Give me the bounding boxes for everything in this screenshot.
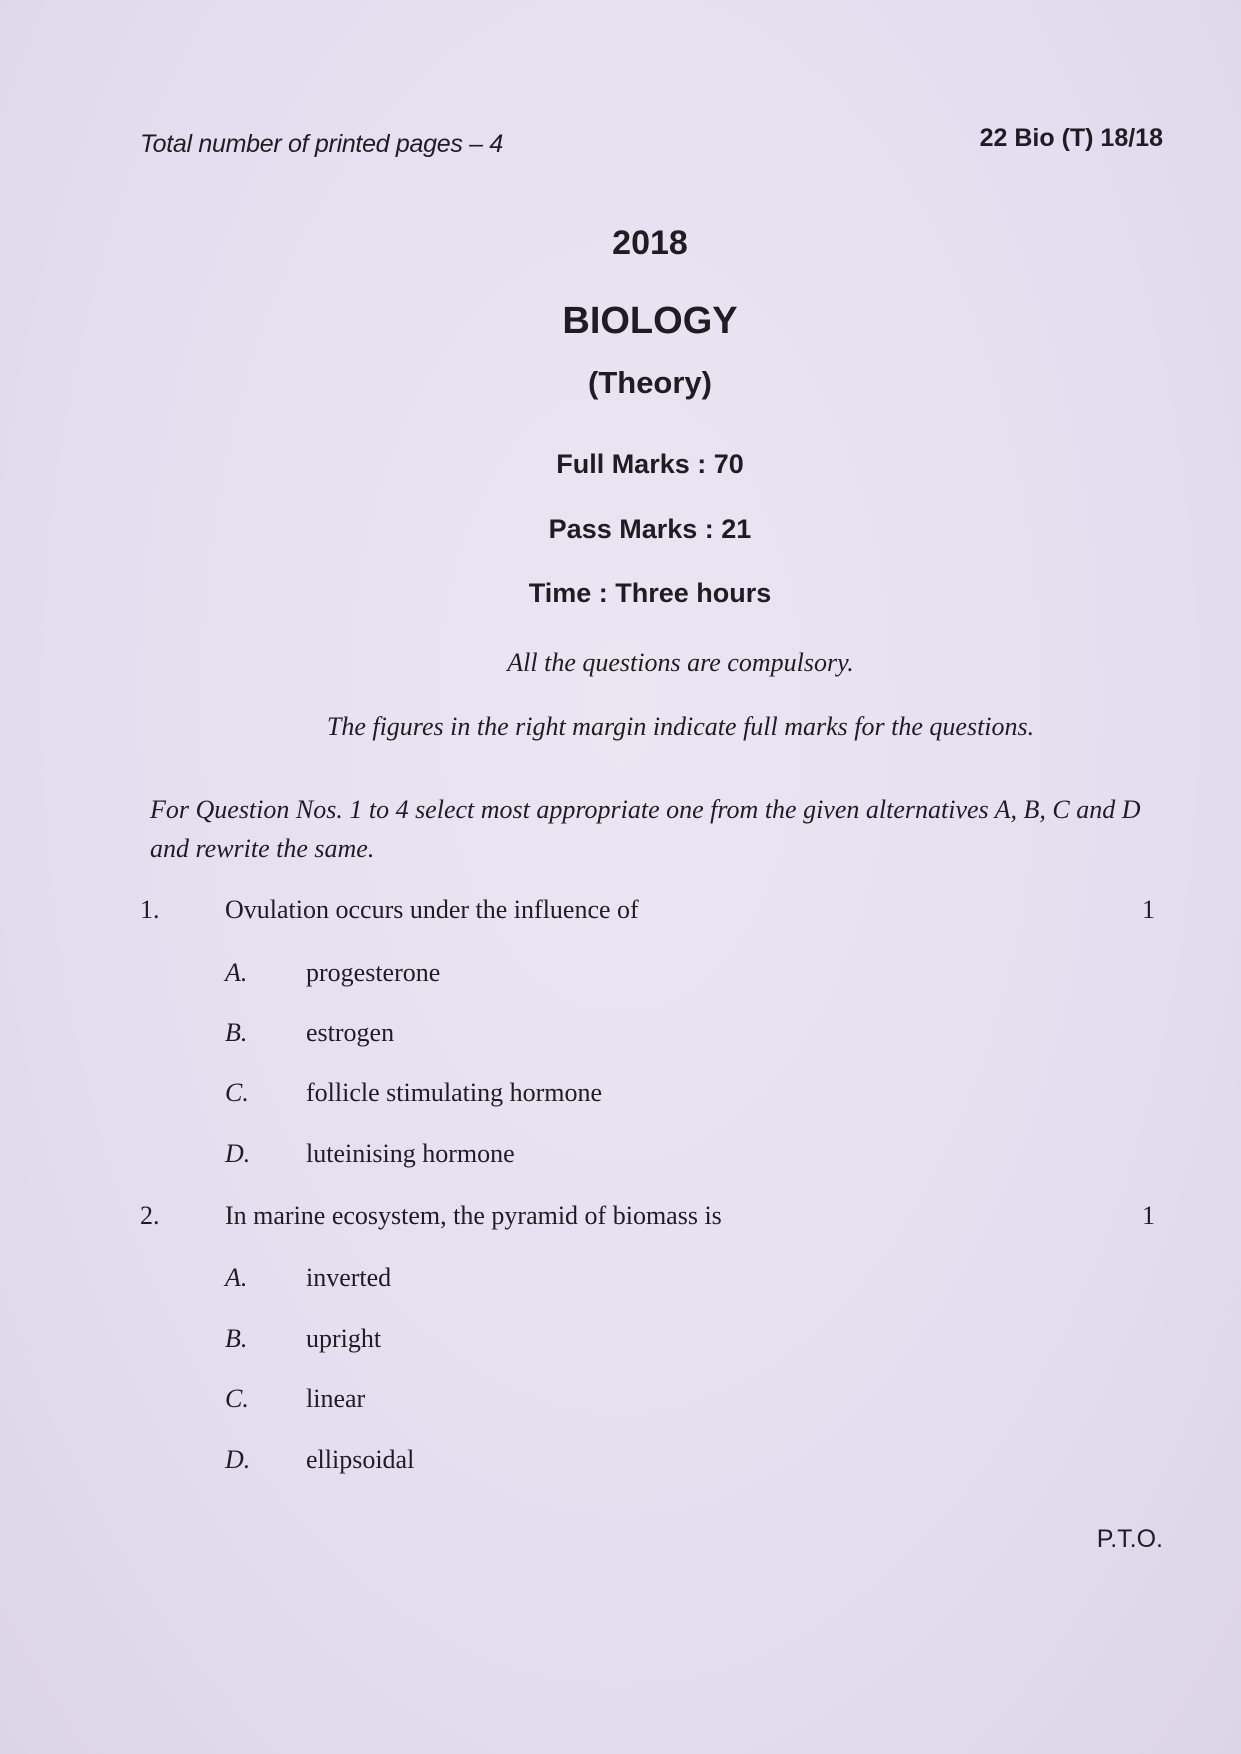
pto-label: P.T.O. bbox=[1096, 1525, 1163, 1553]
option-letter: D. bbox=[225, 1139, 251, 1168]
section-instruction: For Question Nos. 1 to 4 select most appropriate one from the given alternatives A, B, C and D and rewrite the same. bbox=[150, 795, 1141, 863]
question-marks: 1 bbox=[1142, 1201, 1155, 1230]
option-letter: B. bbox=[225, 1324, 248, 1353]
question-text: In marine ecosystem, the pyramid of biomass is bbox=[225, 1201, 722, 1230]
option-letter: D. bbox=[225, 1445, 251, 1474]
option-letter: A. bbox=[225, 1263, 248, 1292]
option-text: luteinising hormone bbox=[306, 1139, 515, 1168]
option-text: inverted bbox=[306, 1263, 392, 1292]
option-letter: B. bbox=[225, 1018, 248, 1047]
question-text: Ovulation occurs under the influence of bbox=[225, 895, 639, 924]
option-text: linear bbox=[306, 1384, 366, 1413]
option-letter: C. bbox=[225, 1078, 249, 1107]
time-allowed: Time : Three hours bbox=[528, 578, 772, 608]
option-text: progesterone bbox=[306, 958, 441, 987]
paper-type: (Theory) bbox=[588, 365, 712, 400]
question-number: 2. bbox=[140, 1201, 160, 1230]
margin-note: The figures in the right margin indicate full marks for the questions. bbox=[326, 712, 1035, 741]
printed-pages-note: Total number of printed pages – 4 bbox=[140, 130, 504, 158]
question-marks: 1 bbox=[1142, 895, 1155, 924]
option-letter: A. bbox=[225, 958, 248, 987]
option-text: follicle stimulating hormone bbox=[306, 1078, 603, 1107]
full-marks: Full Marks : 70 bbox=[556, 449, 744, 479]
paper-code: 22 Bio (T) 18/18 bbox=[979, 124, 1163, 152]
exam-year: 2018 bbox=[612, 224, 688, 262]
option-letter: C. bbox=[225, 1384, 249, 1413]
pass-marks: Pass Marks : 21 bbox=[548, 514, 752, 544]
option-text: ellipsoidal bbox=[306, 1445, 415, 1474]
option-text: upright bbox=[306, 1324, 382, 1353]
subject-title: BIOLOGY bbox=[562, 300, 738, 342]
compulsory-note: All the questions are compulsory. bbox=[507, 648, 854, 677]
question-number: 1. bbox=[140, 895, 160, 924]
option-text: estrogen bbox=[306, 1018, 395, 1047]
